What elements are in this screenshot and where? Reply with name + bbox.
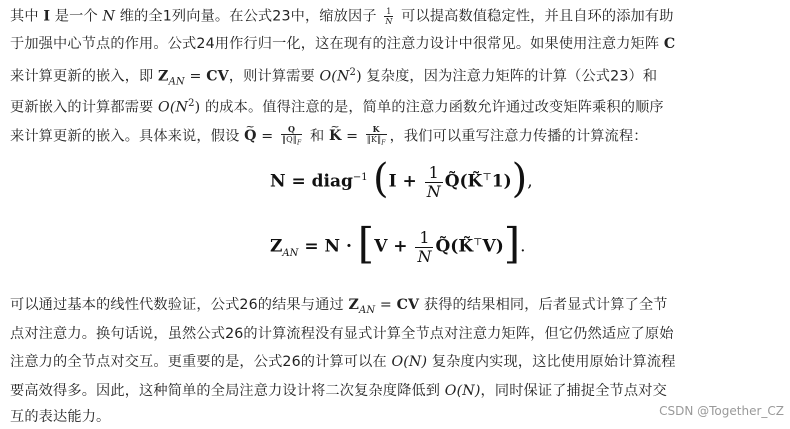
text: 更新嵌入的计算都需要 <box>10 99 159 116</box>
math-Z: Z <box>158 68 169 85</box>
text: 其中 <box>10 8 44 25</box>
text: 复杂度内实现，这比使用原始计算流程 <box>427 354 676 370</box>
text: ，我们可以重写注意力传播的计算流程： <box>389 128 648 145</box>
text: 点对注意力。换句话说，虽然公式26的计算流程没有显式计算全节点对注意力矩阵，但它仍然适应了原始 <box>10 326 674 342</box>
math-N: N <box>102 8 116 25</box>
equation-1 <box>270 156 533 202</box>
text: ，则计算需要 <box>228 68 320 85</box>
text: 可以通过基本的线性代数验证，公式26的结果与通过 <box>10 297 349 313</box>
eq1-left-paren: ( <box>373 156 389 202</box>
text: 的成本。值得注意的是，简单的注意力函数允许通过改变矩阵乘积的顺序 <box>200 99 664 116</box>
text: 可以提高数值稳定性，并且自环的添加有助 <box>396 8 674 25</box>
math-eq: = <box>341 128 363 145</box>
watermark: CSDN @Together_CZ <box>659 404 784 418</box>
text: ，同时保证了捕捉全节点对交 <box>480 383 667 399</box>
text: 要高效得多。因此，这种简单的全局注意力设计将二次复杂度降低到 <box>10 383 445 399</box>
text: 互的表达能力。 <box>10 409 111 425</box>
eq1-end: , <box>527 171 533 192</box>
eq1-body3: 1) <box>491 171 512 192</box>
math-close: ) <box>194 99 201 116</box>
eq2-end: . <box>520 236 526 257</box>
para2-line4 <box>10 382 667 400</box>
math-Q-tilde: ~ Q <box>244 127 257 145</box>
para2-line3 <box>10 353 676 371</box>
math-AN: AN <box>168 76 185 88</box>
math-2: 2 <box>188 98 195 109</box>
text: 和 <box>305 128 329 145</box>
text: 注意力的全节点对交互。更重要的是，公式26的计算可以在 <box>10 354 392 370</box>
text: 复杂度，因为注意力矩阵的计算（公式23）和 <box>361 68 658 85</box>
text: 来计算更新的嵌入。具体来说，假设 <box>10 128 245 145</box>
math-I: I <box>43 8 51 25</box>
eq2-transpose: ⊤ <box>473 236 483 248</box>
eq1-fraction: $\frac{1}{N}$ <box>426 162 441 201</box>
para2-line2 <box>10 325 674 343</box>
para2-line1 <box>10 296 668 320</box>
para1-line2 <box>10 35 675 53</box>
eq1-body1: I + <box>388 171 423 192</box>
math-close: ) <box>356 68 362 85</box>
eq2-lhs: Z <box>270 236 283 257</box>
equation-2 <box>270 219 526 268</box>
scale-fraction: $\frac{1}{N}$ <box>385 7 393 26</box>
eq2-fraction: $\frac{1}{N}$ <box>417 227 432 266</box>
math-N: N <box>175 99 189 116</box>
math-Z: Z <box>348 297 359 313</box>
math-O: O( <box>319 68 337 85</box>
eq1-lhs: N = diag <box>270 171 353 192</box>
eq2-mid: = N · <box>298 236 358 257</box>
math-O-N: O(N) <box>391 354 428 370</box>
eq1-transpose: ⊤ <box>482 171 492 183</box>
eq2-right-bracket: ] <box>503 219 521 268</box>
para1-line5 <box>10 125 648 148</box>
math-C: C <box>663 36 676 52</box>
text: 来计算更新的嵌入，即 <box>10 68 159 85</box>
eq1-body2: Q̃(K̃ <box>444 171 483 192</box>
text: 于加强中心节点的作用。公式24用作行归一化，这在现有的注意力设计中很常见。如果使用注意力矩阵 <box>10 36 664 52</box>
eq1-right-paren: ) <box>511 156 528 202</box>
math-eq: = <box>375 297 397 313</box>
eq2-body2: Q̃(K̃ <box>435 236 474 257</box>
math-eq: = <box>184 68 207 85</box>
math-K-tilde: ~ K <box>329 127 341 145</box>
eq2-left-bracket: [ <box>357 219 375 268</box>
para1-line4 <box>10 95 664 117</box>
eq2-sub: AN <box>282 247 299 259</box>
math-CV: CV <box>396 297 420 313</box>
k-norm-fraction: $\frac{K}{‖K‖_F}$ <box>366 124 386 147</box>
q-norm-fraction: $\frac{Q}{‖Q‖_F}$ <box>281 124 302 147</box>
math-AN: AN <box>358 304 376 316</box>
math-O-N: O(N) <box>444 383 481 399</box>
eq2-body3: V) <box>482 236 504 257</box>
math-N: N <box>336 68 350 85</box>
para1-line3 <box>10 64 657 92</box>
para2-line5 <box>10 408 110 426</box>
math-2: 2 <box>349 67 357 78</box>
eq1-sup: −1 <box>352 171 368 183</box>
text: 是一个 <box>50 8 103 25</box>
text: 获得的结果相同，后者显式计算了全节 <box>419 297 668 313</box>
math-O: O( <box>158 99 176 116</box>
para1-line1 <box>10 7 674 26</box>
eq2-body1: V + <box>374 236 414 257</box>
math-CV: CV <box>206 68 229 85</box>
text: 维的全1列向量。在公式23中，缩放因子 <box>115 8 382 25</box>
math-eq: = <box>256 128 278 145</box>
